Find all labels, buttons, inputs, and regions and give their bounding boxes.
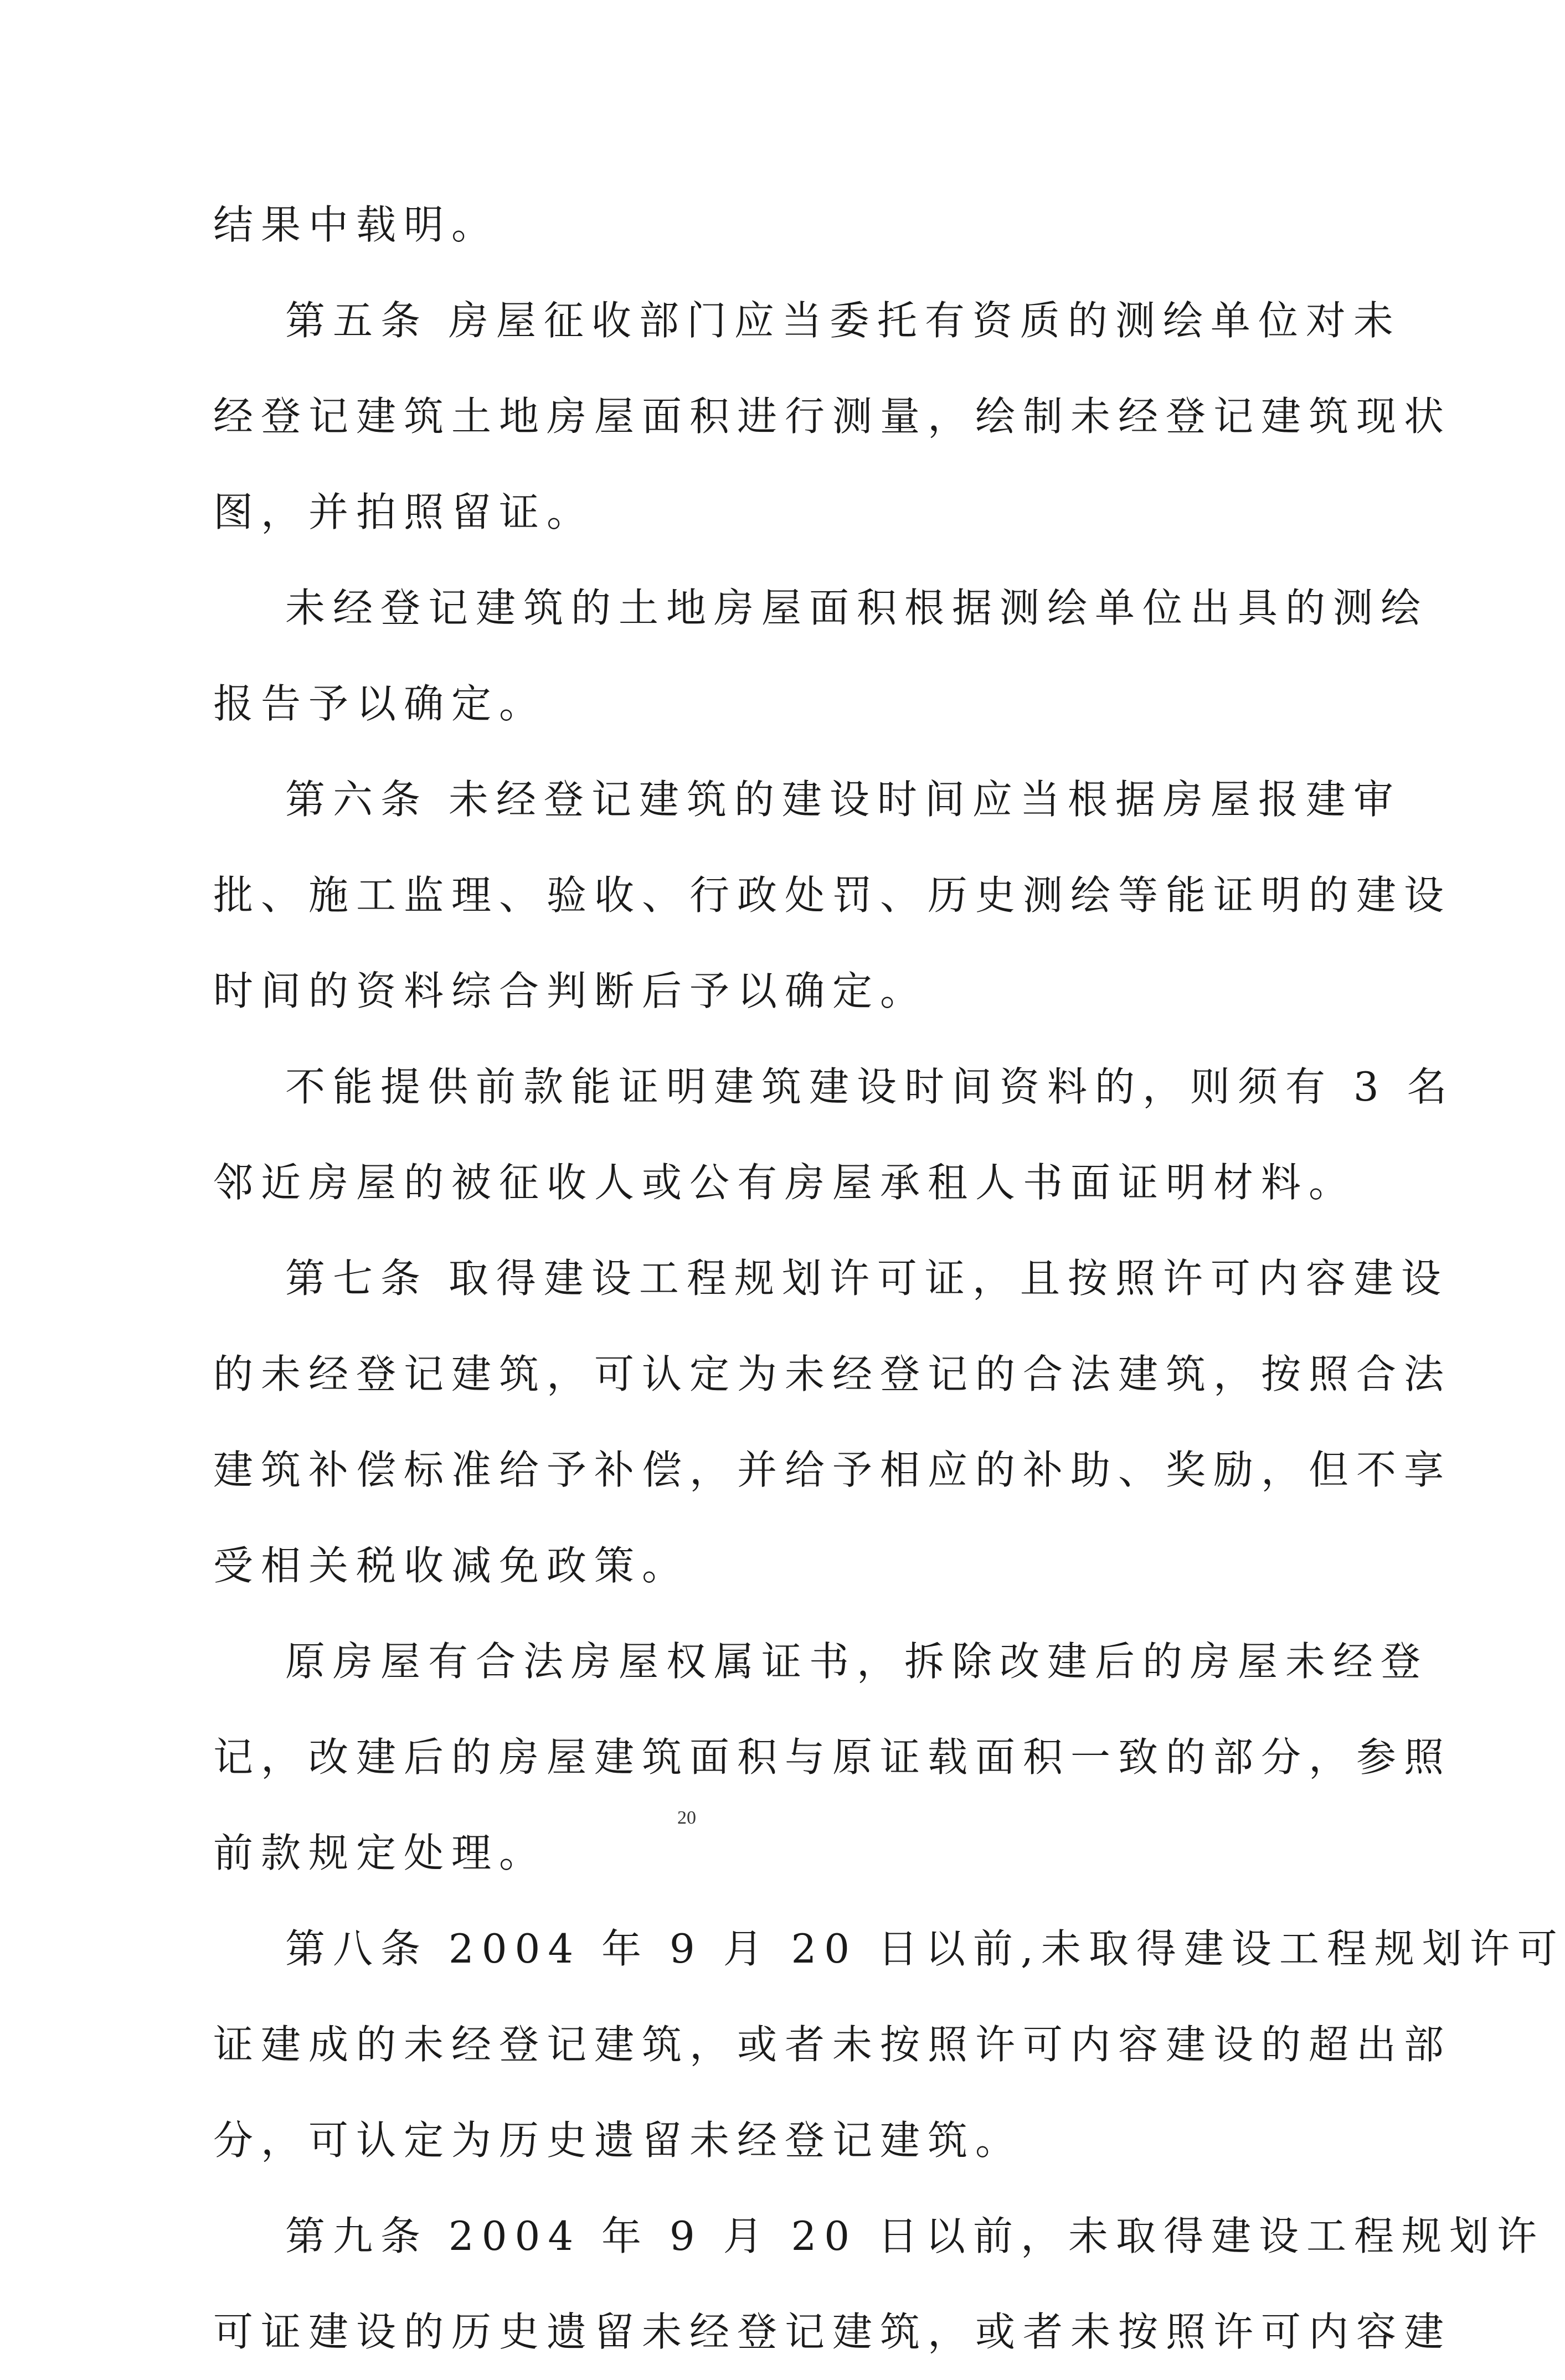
text-line: 结果中载明。 xyxy=(213,202,500,248)
text-line: 未经登记建筑的土地房屋面积根据测绘单位出具的测绘 xyxy=(285,585,1429,631)
text-line: 建筑补偿标准给予补偿，并给予相应的补助、奖励，但不享 xyxy=(213,1447,1452,1493)
text-line: 原房屋有合法房屋权属证书，拆除改建后的房屋未经登 xyxy=(285,1638,1429,1685)
text-line: 第七条 取得建设工程规划许可证，且按照许可内容建设 xyxy=(285,1255,1449,1302)
text-line: 第六条 未经登记建筑的建设时间应当根据房屋报建审 xyxy=(285,776,1401,823)
text-line: 的未经登记建筑，可认定为未经登记的合法建筑，按照合法 xyxy=(213,1351,1452,1397)
text-line: 证建成的未经登记建筑，或者未按照许可内容建设的超出部 xyxy=(213,2021,1452,2068)
text-line: 经登记建筑土地房屋面积进行测量，绘制未经登记建筑现状 xyxy=(213,393,1452,440)
text-line: 图，并拍照留证。 xyxy=(213,489,595,535)
text-line: 分，可认定为历史遗留未经登记建筑。 xyxy=(213,2117,1023,2164)
text-line: 报告予以确定。 xyxy=(213,680,547,727)
text-line: 邻近房屋的被征收人或公有房屋承租人书面证明材料。 xyxy=(213,1159,1357,1206)
text-line: 受相关税收减免政策。 xyxy=(213,1542,690,1589)
text-line: 批、施工监理、验收、行政处罚、历史测绘等能证明的建设 xyxy=(213,872,1452,918)
text-line: 时间的资料综合判断后予以确定。 xyxy=(213,968,928,1014)
text-line: 可证建设的历史遗留未经登记建筑，或者未按照许可内容建 xyxy=(213,2309,1452,2355)
body-text xyxy=(213,177,1565,2380)
text-line: 前款规定处理。 xyxy=(213,1830,547,1876)
text-line: 第九条 2004 年 9 月 20 日以前，未取得建设工程规划许 xyxy=(285,2213,1545,2259)
text-line: 记，改建后的房屋建筑面积与原证载面积一致的部分，参照 xyxy=(213,1734,1452,1780)
page-number: 20 xyxy=(677,1808,696,1828)
text-line: 第五条 房屋征收部门应当委托有资质的测绘单位对未 xyxy=(285,297,1401,344)
text-line: 不能提供前款能证明建筑建设时间资料的，则须有 3 名 xyxy=(285,1063,1455,1110)
text-line: 第八条 2004 年 9 月 20 日以前,未取得建设工程规划许可 xyxy=(285,1925,1565,1972)
